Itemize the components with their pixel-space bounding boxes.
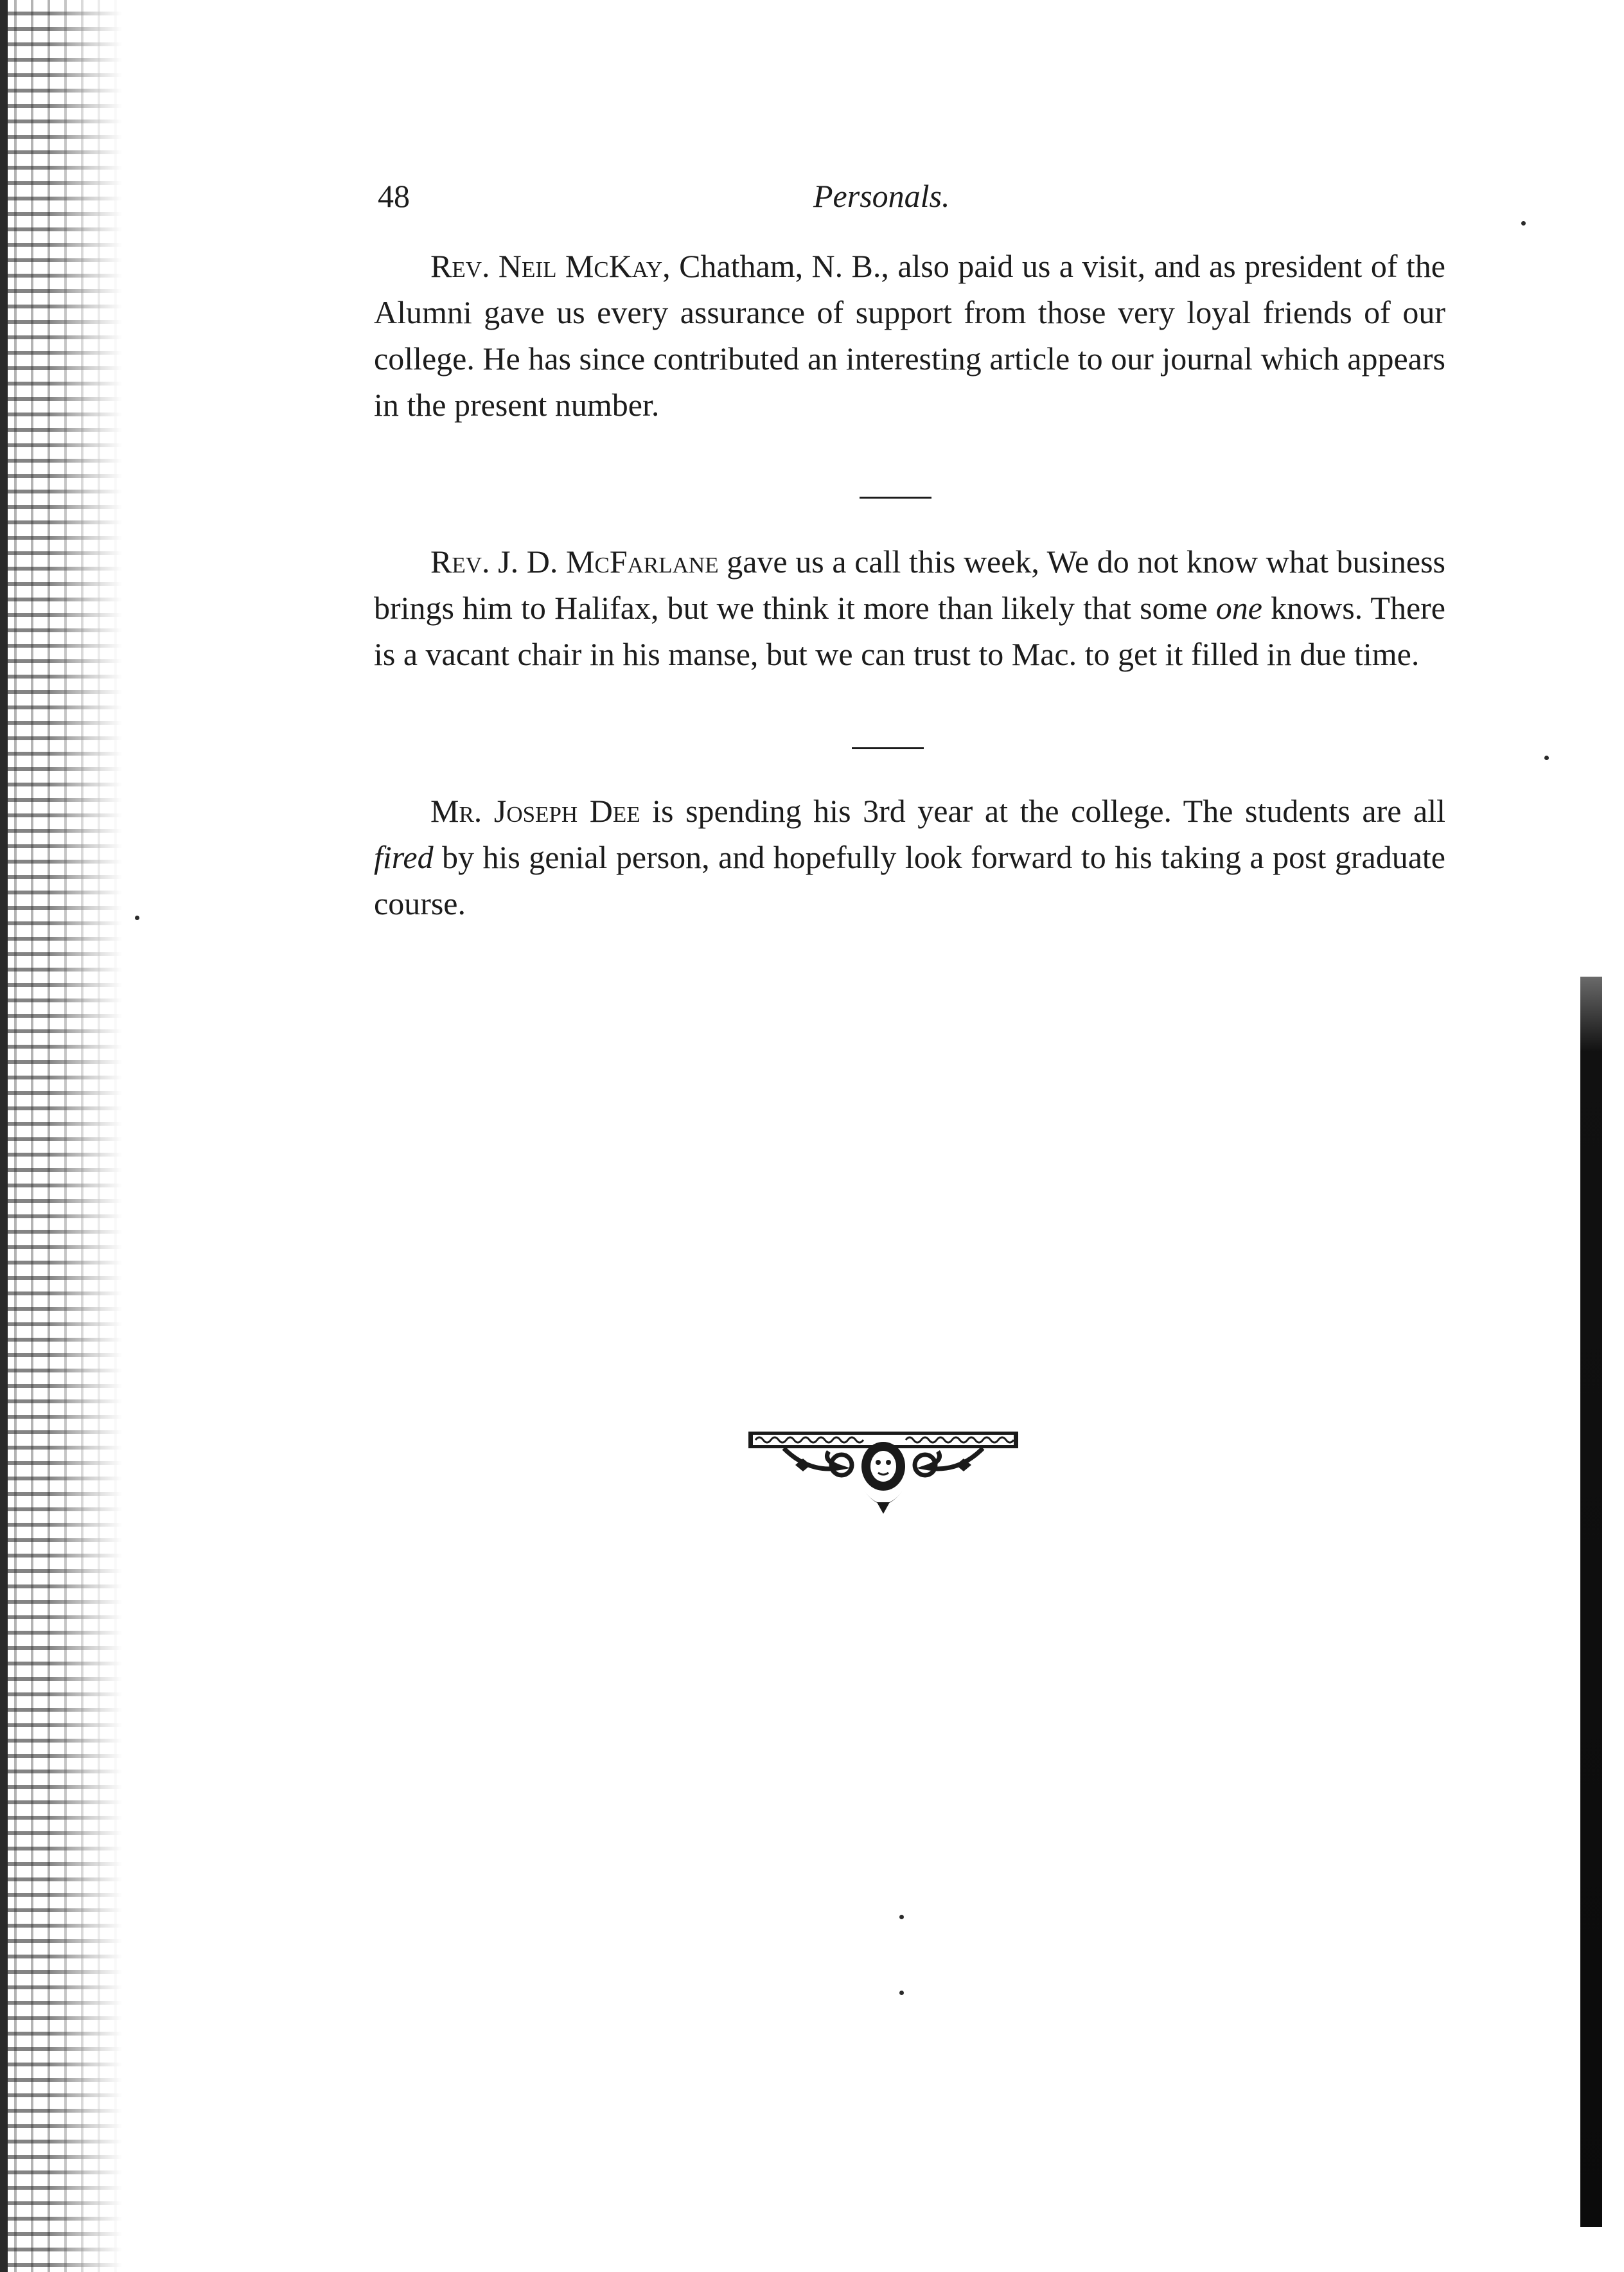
scan-speck (135, 916, 139, 920)
section-divider (852, 747, 924, 749)
entry-text: knows. There is a vacant chair in his manse, but we can trust to Mac. to get it filled in due time. (374, 590, 1445, 672)
decorative-tailpiece-icon (745, 1420, 1021, 1523)
entry-paragraph (374, 243, 1445, 428)
entry-text: gave us a call this week, We do not know what business brings him to Halifax, but we think it more than likely that some (374, 544, 1445, 626)
entry-name: Rev. J. D. McFarlane (430, 544, 719, 580)
personal-entry-mcfarlane (374, 538, 1445, 677)
page-number: 48 (378, 178, 410, 214)
personal-entry-dee (374, 788, 1445, 927)
entry-text: is spending his 3rd year at the college. The students are all (640, 793, 1445, 829)
binding-shadow (0, 0, 8, 2272)
binding-edge-artifact (0, 0, 122, 2272)
entry-text: Chatham, N. B., also paid us a visit, and as president of the Alumni gave us every assurance of support from those very loyal friends of our college. He has since contributed an interesting article to our journal which appears in the present number. (374, 248, 1445, 423)
personal-entry-mckay (374, 243, 1445, 428)
entry-emphasis: fired (374, 839, 434, 875)
right-edge-shadow (1580, 977, 1602, 2227)
entry-paragraph (374, 538, 1445, 677)
scan-speck (899, 1991, 904, 1995)
entry-text: by his genial person, and hopefully look forward to his taking a post graduate course. (374, 839, 1445, 921)
entry-name: Rev. Neil McKay, (430, 248, 671, 284)
entry-name: Mr. Joseph Dee (430, 793, 640, 829)
entry-paragraph (374, 788, 1445, 927)
scan-speck (899, 1915, 904, 1919)
section-divider (860, 497, 931, 499)
scan-speck (1544, 756, 1549, 760)
page-header (378, 177, 1618, 229)
entry-emphasis: one (1215, 590, 1262, 626)
running-title: Personals. (813, 178, 950, 214)
